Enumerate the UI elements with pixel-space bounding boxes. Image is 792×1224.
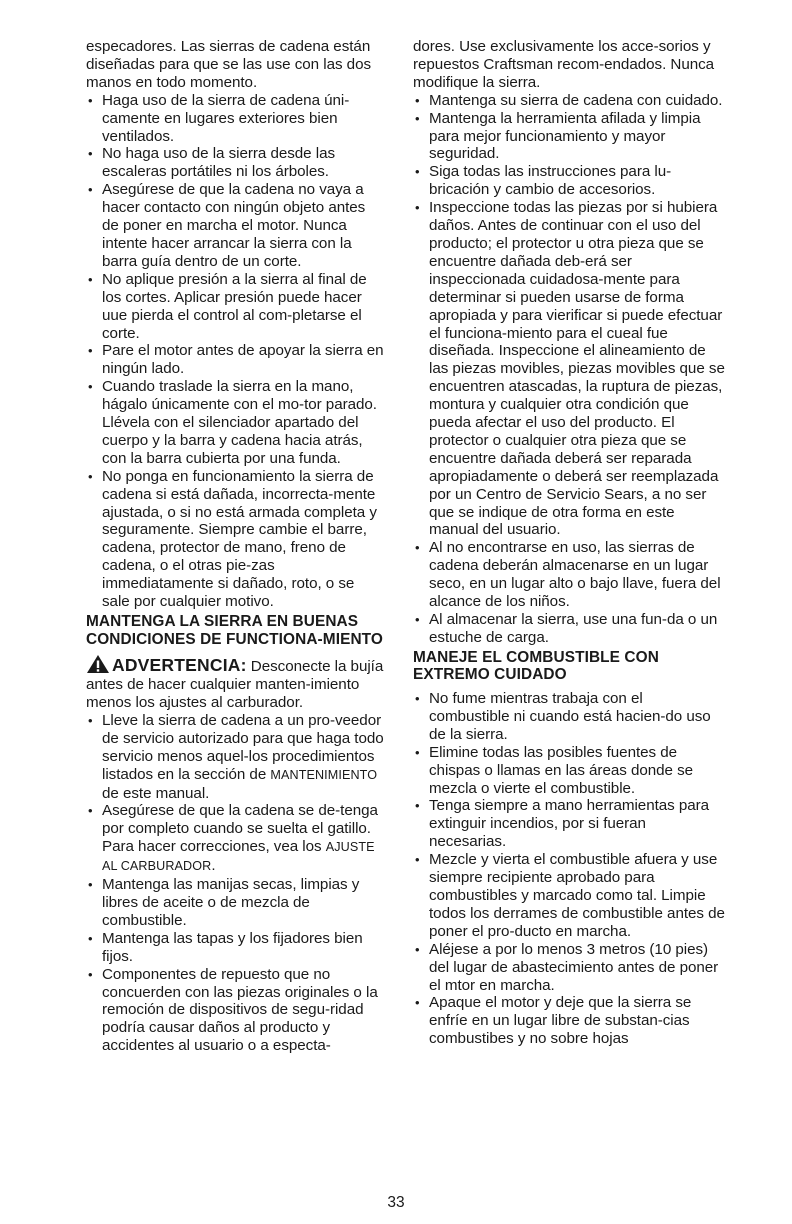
warning-title: ADVERTENCIA: bbox=[112, 655, 247, 676]
warning-text: Desconecte la bujía antes de hacer cualquier manten-imiento menos los ajustes al carburador. bbox=[86, 658, 384, 711]
bullet-item: • Inspeccione todas las piezas por si hubiera daños. Antes de continuar con el uso del producto; el protector u otra pieza que se encuentre dañada deb-erá ser inspeccionada cuidadosa-mente para determinar si pueden usarse de forma apropiada y para vierificar si puede efectuar el funciona-miento para el cueal fue diseñada. Inspeccione el alineamiento de las piezas movibles, piezas movibles que se encuentren atascadas, la ruptura de piezas, montura y cualquier otra condición que pueda afectar el uso del producto. El protector o cualquier otra pieza que se encuentre dañada deberá ser reparada apropiadamente o deberá ser reemplazada por un Centro de Servicio Sears, a no ser que se indique de otra forma en este manual del usuario. bbox=[413, 199, 725, 539]
warning-triangle-icon bbox=[86, 654, 110, 674]
page-number: 33 bbox=[387, 1194, 405, 1211]
bullet-item: • Pare el motor antes de apoyar la sierra en ningún lado. bbox=[86, 342, 386, 378]
bullet-text: Lleve la sierra de cadena a un pro-veedor de servicio autorizado para que haga todo servicio menos aquel-los procedimientos listados en la sección de bbox=[102, 711, 384, 783]
bullet-item: • Componentes de repuesto que no concuerden con las piezas originales o la remoción de dispositivos de segu-ridad podría causar daños al producto y accidentes al usuario o a especta- bbox=[86, 966, 386, 1056]
bullet-item bbox=[86, 712, 386, 803]
bullet-text: . bbox=[211, 857, 216, 875]
bullet-item bbox=[86, 802, 386, 876]
left-column bbox=[86, 38, 386, 1055]
bullet-item: • Aléjese a por lo menos 3 metros (10 pies) del lugar de abastecimiento antes de poner el mtor en marcha. bbox=[413, 941, 725, 995]
bullet-item: • Mantenga su sierra de cadena con cuidado. bbox=[413, 92, 725, 110]
bullet-item: • Mezcle y vierta el combustible afuera y use siempre recipiente aprobado para combustibles y marcado como tal. Limpie todos los derrames de combustible antes de poner el pro-ducto en marcha. bbox=[413, 851, 725, 941]
bullet-item: • Mantenga las tapas y los fijadores bien fijos. bbox=[86, 930, 386, 966]
bullet-item: • No haga uso de la sierra desde las escaleras portátiles ni los árboles. bbox=[86, 145, 386, 181]
right-intro-text: dores. Use exclusivamente los acce-sorios y repuestos Craftsman recom-endados. Nunca modifique la sierra. bbox=[413, 38, 715, 91]
bullet-item: • Al almacenar la sierra, use una fun-da o un estuche de carga. bbox=[413, 611, 725, 647]
bullet-item: • Al no encontrarse en uso, las sierras de cadena deberán almacenarse en un lugar seco, en un lugar alto o bajo llave, fuera del alcance de los niños. bbox=[413, 539, 725, 611]
bullet-item: • Mantenga la herramienta afilada y limpia para mejor funcionamiento y mayor seguridad. bbox=[413, 110, 725, 164]
small-caps-reference: AJUSTE AL CARBURADOR bbox=[102, 840, 375, 874]
bullet-item: • Asegúrese de que la cadena no vaya a hacer contacto con ningún objeto antes de poner en marcha el motor. Nunca intente hacer arrancar la sierra con la barra guía dentro de un corte. bbox=[86, 181, 386, 271]
bullet-item: • Tenga siempre a mano herramientas para extinguir incendios, por si fueran necesarias. bbox=[413, 797, 725, 851]
bullet-item: • Siga todas las instrucciones para lu-bricación y cambio de accesorios. bbox=[413, 163, 725, 199]
bullet-item: • Mantenga las manijas secas, limpias y libres de aceite o de mezcla de combustible. bbox=[86, 876, 386, 930]
bullet-item: • No aplique presión a la sierra al final de los cortes. Aplicar presión puede hacer uue pierda el control al com-pletarse el corte. bbox=[86, 271, 386, 343]
bullet-item: • No ponga en funcionamiento la sierra de cadena si está dañada, incorrecta-mente ajustada, o si no está armada completa y seguramente. Siempre cambie el barre, cadena, protector de mano, freno de cadena, o el otras pie-zas immediatamente si dañado, roto, o se sale por cualquier motivo. bbox=[86, 468, 386, 611]
section-heading-maintenance: MANTENGA LA SIERRA EN BUENAS CONDICIONES DE FUNCTIONA-MIENTO bbox=[86, 613, 383, 648]
bullet-text: Asegúrese de que la cadena se de-tenga por completo cuando se suelta el gatillo. Para hacer correcciones, vea los bbox=[102, 802, 378, 856]
small-caps-reference: MANTENIMIENTO bbox=[270, 767, 378, 782]
bullet-item: • Haga uso de la sierra de cadena úni-camente en lugares exteriores bien ventilados. bbox=[86, 92, 386, 146]
bullet-item: • No fume mientras trabaja con el combustible ni cuando está hacien-do uso de la sierra. bbox=[413, 690, 725, 744]
bullet-item: • Elimine todas las posibles fuentes de chispas o llamas en las áreas donde se mezcla o vierte el combustible. bbox=[413, 744, 725, 798]
right-column bbox=[413, 38, 725, 1048]
warning-paragraph bbox=[86, 654, 386, 712]
bullet-item: • Apaque el motor y deje que la sierra se enfríe en un lugar libre de substan-cias combustibes y no sobre hojas bbox=[413, 994, 725, 1048]
section-heading-fuel: MANEJE EL COMBUSTIBLE CON EXTREMO CUIDADO bbox=[413, 648, 659, 684]
left-intro-text: especadores. Las sierras de cadena están diseñadas para que se las use con las dos manos en todo momento. bbox=[86, 38, 372, 91]
bullet-item: • Cuando traslade la sierra en la mano, hágalo únicamente con el mo-tor parado. Llévela con el silenciador apartado del cuerpo y la barra y cadena hacia atrás, con la barra cubierta por una funda. bbox=[86, 378, 386, 468]
bullet-text: de este manual. bbox=[102, 784, 210, 802]
